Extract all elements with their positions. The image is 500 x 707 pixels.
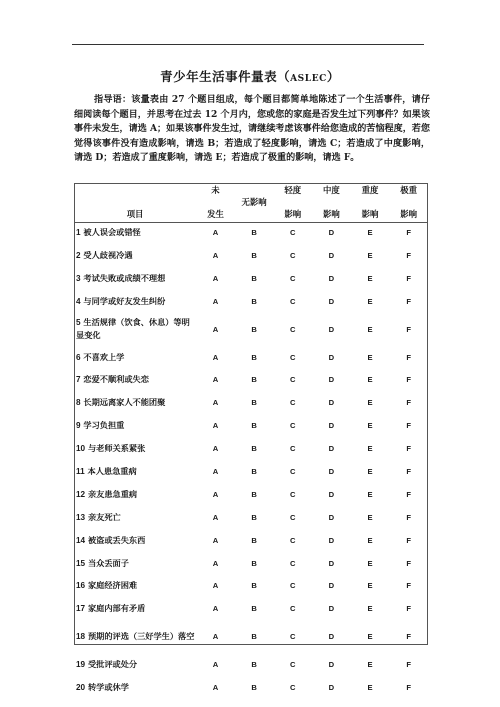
option-c[interactable]: C xyxy=(290,324,296,334)
option-b[interactable]: B xyxy=(251,535,257,545)
item-cell xyxy=(74,574,196,597)
option-f[interactable]: F xyxy=(406,558,411,568)
option-f[interactable]: F xyxy=(406,398,411,408)
item-text: 转学或休学 xyxy=(87,682,129,693)
option-b[interactable]: B xyxy=(251,375,257,385)
option-d[interactable]: D xyxy=(328,581,335,591)
option-e[interactable]: E xyxy=(367,512,373,522)
option-a[interactable]: A xyxy=(212,660,219,670)
option-d[interactable]: D xyxy=(328,398,335,408)
option-b[interactable]: B xyxy=(251,398,257,408)
header-mild: 轻度 影响 xyxy=(284,185,302,219)
option-c[interactable]: C xyxy=(290,296,296,306)
header-severe: 重度 影响 xyxy=(361,185,379,219)
option-f[interactable]: F xyxy=(406,466,411,476)
item-text: 预期的评选（三好学生）落空 xyxy=(87,631,195,642)
table-row xyxy=(74,620,428,653)
option-e[interactable]: E xyxy=(367,375,373,385)
item-number: 1 xyxy=(76,227,81,237)
item-cell xyxy=(74,221,196,244)
item-text: 学习负担重 xyxy=(83,420,125,431)
option-f[interactable]: F xyxy=(406,535,411,545)
item-cell xyxy=(74,676,196,699)
option-c[interactable]: C xyxy=(290,604,296,614)
option-b[interactable]: B xyxy=(251,352,257,362)
item-cell xyxy=(74,597,196,620)
option-d[interactable]: D xyxy=(328,512,335,522)
option-d[interactable]: D xyxy=(328,489,335,499)
table-row xyxy=(74,529,428,552)
item-cell xyxy=(74,368,196,391)
item-text: 与同学或好友发生纠纷 xyxy=(83,295,166,306)
option-a[interactable]: A xyxy=(212,604,219,614)
option-f[interactable]: F xyxy=(406,604,411,614)
option-e[interactable]: E xyxy=(367,489,373,499)
option-f[interactable]: F xyxy=(406,660,411,670)
table-row xyxy=(74,437,428,460)
option-f[interactable]: F xyxy=(406,273,411,283)
table-row xyxy=(74,653,428,676)
option-c[interactable]: C xyxy=(290,444,296,454)
option-f[interactable]: F xyxy=(406,421,411,431)
item-cell xyxy=(74,552,196,575)
table-row xyxy=(74,676,428,699)
header-moderate: 中度 影响 xyxy=(323,185,340,219)
item-text: 当众丢面子 xyxy=(87,557,129,568)
option-b[interactable]: B xyxy=(251,660,257,670)
page-title xyxy=(0,67,500,85)
option-a[interactable]: A xyxy=(212,489,219,499)
item-cell xyxy=(74,460,196,483)
option-d[interactable]: D xyxy=(328,227,335,237)
table-row xyxy=(74,414,428,437)
option-c[interactable]: C xyxy=(290,632,296,642)
option-a[interactable]: A xyxy=(212,352,219,362)
item-number: 14 xyxy=(76,535,86,545)
top-divider xyxy=(72,44,424,45)
option-a[interactable]: A xyxy=(212,375,219,385)
item-number: 19 xyxy=(76,660,86,670)
option-a[interactable]: A xyxy=(212,398,219,408)
header-not-occurred: 未 发生 xyxy=(207,185,224,219)
title-close: ） xyxy=(326,69,340,84)
item-text: 恋爱不顺利或失恋 xyxy=(83,374,149,385)
option-b[interactable]: B xyxy=(251,632,257,642)
option-e[interactable]: E xyxy=(367,421,373,431)
item-text: 本人患急重病 xyxy=(87,465,137,476)
table-row xyxy=(74,346,428,369)
option-b[interactable]: B xyxy=(251,558,257,568)
item-cell xyxy=(74,346,196,369)
item-cell xyxy=(74,414,196,437)
option-a[interactable]: A xyxy=(212,250,219,260)
option-f[interactable]: F xyxy=(406,512,411,522)
table-body xyxy=(74,221,428,699)
option-e[interactable]: E xyxy=(367,324,373,334)
option-d[interactable]: D xyxy=(328,421,335,431)
item-text: 生活规律（饮食、休息）等明显变化 xyxy=(76,317,190,341)
option-c[interactable]: C xyxy=(290,512,296,522)
option-b[interactable]: B xyxy=(251,581,257,591)
option-a[interactable]: A xyxy=(212,227,219,237)
option-a[interactable]: A xyxy=(212,512,219,522)
item-cell xyxy=(74,653,196,676)
option-c[interactable]: C xyxy=(290,273,296,283)
option-d[interactable]: D xyxy=(328,558,335,568)
item-text: 不喜欢上学 xyxy=(83,351,125,362)
option-a[interactable]: A xyxy=(212,324,219,334)
item-number: 18 xyxy=(76,632,86,642)
item-number: 7 xyxy=(76,375,81,385)
item-text: 与老师关系紧张 xyxy=(87,443,146,454)
option-a[interactable]: A xyxy=(212,444,219,454)
option-e[interactable]: E xyxy=(367,581,373,591)
header-item: 项目 xyxy=(126,209,144,219)
option-e[interactable]: E xyxy=(367,250,373,260)
item-cell xyxy=(74,620,196,653)
table-row xyxy=(74,313,428,346)
item-text: 家庭内部有矛盾 xyxy=(87,603,146,614)
instructions-body: 该量表由 27 个题目组成，每个题目都简单地陈述了一个生活事件，请仔细阅读每个题目，并思考在过去 12 个月内，您或您的家庭是否发生过下列事件？如果该事件未发生，请选 A；如果该事件发生过，请继续考虑该事件给您造成的苦恼程度，若您觉得该事件没有造成影响，请选 B；若造成了轻度影响，请选 C；若造成了中度影响，请选 D；若造成了重度影响，请选 E；若造成了极重的影响，请选 F。 xyxy=(74,94,430,164)
option-d[interactable]: D xyxy=(328,352,335,362)
option-d[interactable]: D xyxy=(328,466,335,476)
item-number: 8 xyxy=(76,398,81,408)
title-abbreviation: ASLEC xyxy=(290,74,327,84)
option-d[interactable]: D xyxy=(328,604,335,614)
option-c[interactable]: C xyxy=(290,227,296,237)
header-extreme: 极重 影响 xyxy=(400,185,418,219)
option-f[interactable]: F xyxy=(406,632,411,642)
option-e[interactable]: E xyxy=(367,660,373,670)
item-text: 考试失败或成绩不理想 xyxy=(83,272,166,283)
item-cell xyxy=(74,483,196,506)
option-f[interactable]: F xyxy=(406,250,411,260)
header-no-effect: 无影响 xyxy=(241,197,267,207)
item-number: 15 xyxy=(76,558,86,568)
option-c[interactable]: C xyxy=(290,683,296,693)
item-number: 17 xyxy=(76,604,86,614)
table-row xyxy=(74,391,428,414)
option-e[interactable]: E xyxy=(367,466,373,476)
option-c[interactable]: C xyxy=(290,466,296,476)
item-number: 16 xyxy=(76,581,86,591)
option-e[interactable]: E xyxy=(367,535,373,545)
option-b[interactable]: B xyxy=(251,444,257,454)
item-number: 11 xyxy=(76,466,85,476)
option-c[interactable]: C xyxy=(290,660,296,670)
option-f[interactable]: F xyxy=(406,296,411,306)
item-cell xyxy=(74,267,196,290)
option-b[interactable]: B xyxy=(251,273,257,283)
option-a[interactable]: A xyxy=(212,632,219,642)
item-number: 12 xyxy=(76,489,86,499)
option-f[interactable]: F xyxy=(406,227,411,237)
option-b[interactable]: B xyxy=(251,296,257,306)
option-a[interactable]: A xyxy=(212,535,219,545)
table-row xyxy=(74,483,428,506)
option-b[interactable]: B xyxy=(251,604,257,614)
option-a[interactable]: A xyxy=(212,421,219,431)
item-text: 长期远离家人不能团聚 xyxy=(83,397,166,408)
item-text: 被盗或丢失东西 xyxy=(87,534,146,545)
option-f[interactable]: F xyxy=(406,375,411,385)
table-row xyxy=(74,460,428,483)
option-e[interactable]: E xyxy=(367,683,373,693)
table-row xyxy=(74,221,428,244)
option-a[interactable]: A xyxy=(212,558,219,568)
item-cell xyxy=(74,244,196,267)
option-e[interactable]: E xyxy=(367,398,373,408)
item-text: 亲友死亡 xyxy=(87,511,121,522)
option-d[interactable]: D xyxy=(328,296,335,306)
option-d[interactable]: D xyxy=(328,375,335,385)
option-e[interactable]: E xyxy=(367,296,373,306)
item-cell xyxy=(74,506,196,529)
item-number: 13 xyxy=(76,512,86,522)
option-e[interactable]: E xyxy=(367,558,373,568)
table-row xyxy=(74,368,428,391)
option-b[interactable]: B xyxy=(251,512,257,522)
item-number: 6 xyxy=(76,352,81,362)
option-d[interactable]: D xyxy=(328,660,335,670)
item-number: 10 xyxy=(76,444,86,454)
item-text: 被人误会或错怪 xyxy=(83,226,141,237)
table-header-row xyxy=(74,183,428,221)
table-row xyxy=(74,552,428,575)
option-a[interactable]: A xyxy=(212,466,219,476)
table-row xyxy=(74,597,428,620)
option-b[interactable]: B xyxy=(251,250,257,260)
option-e[interactable]: E xyxy=(367,444,373,454)
option-d[interactable]: D xyxy=(328,632,335,642)
option-b[interactable]: B xyxy=(251,421,257,431)
option-e[interactable]: E xyxy=(367,632,373,642)
option-c[interactable]: C xyxy=(290,375,296,385)
option-b[interactable]: B xyxy=(251,683,257,693)
option-e[interactable]: E xyxy=(367,273,373,283)
item-cell xyxy=(74,290,196,313)
item-cell xyxy=(74,437,196,460)
option-c[interactable]: C xyxy=(290,581,296,591)
option-e[interactable]: E xyxy=(367,227,373,237)
title-text: 青少年生活事件量表（ xyxy=(160,69,291,84)
option-f[interactable]: F xyxy=(406,352,411,362)
option-a[interactable]: A xyxy=(212,581,219,591)
item-number: 3 xyxy=(76,273,81,283)
option-b[interactable]: B xyxy=(251,324,257,334)
item-text: 受批评或处分 xyxy=(87,659,138,670)
option-d[interactable]: D xyxy=(328,273,335,283)
item-number: 9 xyxy=(76,421,81,431)
option-c[interactable]: C xyxy=(290,558,296,568)
item-cell xyxy=(74,391,196,414)
option-f[interactable]: F xyxy=(406,581,411,591)
option-c[interactable]: C xyxy=(290,421,296,431)
instructions-lead: 指导语： xyxy=(94,94,132,105)
option-e[interactable]: E xyxy=(367,352,373,362)
option-e[interactable]: E xyxy=(367,604,373,614)
item-text: 亲友患急重病 xyxy=(87,488,138,499)
option-f[interactable]: F xyxy=(406,489,411,499)
option-d[interactable]: D xyxy=(328,444,335,454)
option-f[interactable]: F xyxy=(406,324,411,334)
option-a[interactable]: A xyxy=(212,683,219,693)
option-f[interactable]: F xyxy=(406,444,411,454)
table-row xyxy=(74,267,428,290)
item-cell xyxy=(74,529,196,552)
option-c[interactable]: C xyxy=(290,398,296,408)
table-row xyxy=(74,290,428,313)
option-a[interactable]: A xyxy=(212,296,219,306)
option-b[interactable]: B xyxy=(251,227,257,237)
table-row xyxy=(74,574,428,597)
option-f[interactable]: F xyxy=(406,683,411,693)
item-text: 家庭经济困难 xyxy=(87,580,138,591)
option-d[interactable]: D xyxy=(328,324,335,334)
table-row xyxy=(74,506,428,529)
item-number: 2 xyxy=(76,250,81,260)
option-c[interactable]: C xyxy=(290,535,296,545)
option-b[interactable]: B xyxy=(251,466,257,476)
item-number: 5 xyxy=(76,318,81,328)
option-c[interactable]: C xyxy=(290,489,296,499)
option-b[interactable]: B xyxy=(251,489,257,499)
item-text: 受人歧视冷遇 xyxy=(83,249,133,260)
option-c[interactable]: C xyxy=(290,250,296,260)
item-number: 20 xyxy=(76,683,86,693)
option-d[interactable]: D xyxy=(328,250,335,260)
option-c[interactable]: C xyxy=(290,352,296,362)
table-row xyxy=(74,244,428,267)
option-a[interactable]: A xyxy=(212,273,219,283)
option-d[interactable]: D xyxy=(328,535,335,545)
item-number: 4 xyxy=(76,296,81,306)
item-cell xyxy=(74,313,196,346)
instructions-paragraph xyxy=(74,93,430,166)
life-events-table xyxy=(74,183,428,699)
option-d[interactable]: D xyxy=(328,683,335,693)
